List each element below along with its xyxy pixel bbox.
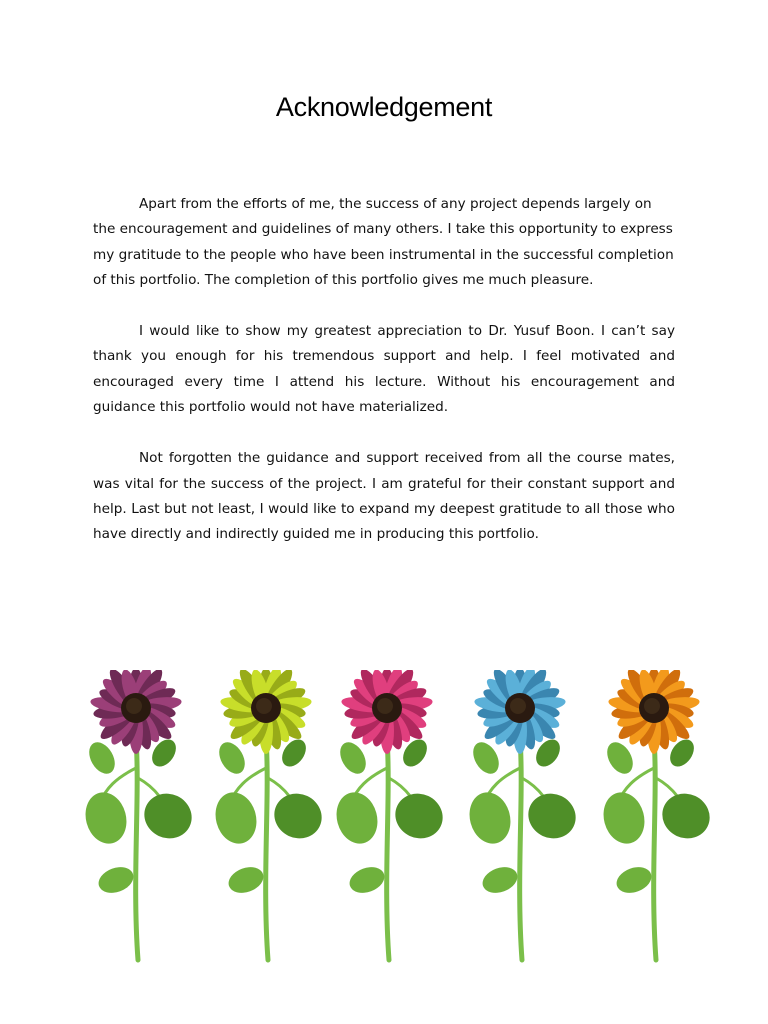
sunflowers-illustration xyxy=(80,670,710,965)
page-title: Acknowledgement xyxy=(275,92,493,122)
flower-center-highlight xyxy=(644,698,660,714)
leaf xyxy=(346,863,388,898)
stem xyxy=(387,738,389,960)
leaf xyxy=(388,786,450,846)
leaf xyxy=(95,863,137,898)
leaf xyxy=(479,863,521,898)
paragraph-3: Not forgotten the guidance and support received from all the course mates, was vital for the success of the project. I am grateful for their constant support and help. Last but not least, I would like to expand my deepest gratitude to all those who have directly and indirectly guided me in producing this portfolio. xyxy=(93,450,675,543)
leaf xyxy=(225,863,267,898)
stem xyxy=(520,738,522,960)
leaf xyxy=(80,788,132,849)
stem xyxy=(654,738,656,960)
sunflower-5 xyxy=(598,670,710,960)
leaf xyxy=(210,788,262,849)
sunflower-2 xyxy=(210,670,329,960)
flower-center-highlight xyxy=(126,698,142,714)
leaf xyxy=(137,786,199,846)
leaf xyxy=(598,788,650,849)
flower-center-highlight xyxy=(377,698,393,714)
flower-center-highlight xyxy=(510,698,526,714)
sunflowers-image xyxy=(80,670,710,965)
flower-center-highlight xyxy=(256,698,272,714)
sunflower-1 xyxy=(80,670,199,960)
stem xyxy=(266,738,268,960)
stem xyxy=(136,738,138,960)
sunflower-3 xyxy=(331,670,450,960)
leaf xyxy=(267,786,329,846)
paragraph-1: Apart from the efforts of me, the success of any project depends largely on the encouragement and guidelines of many others. I take this opportunity to express my gratitude to the people who have been instrumental in the successful completion of this portfolio. The completion of this portfolio gives me much pleasure. xyxy=(93,196,674,288)
leaf xyxy=(655,786,710,846)
leaf xyxy=(464,788,516,849)
paragraph-2: I would like to show my greatest appreciation to Dr. Yusuf Boon. I can’t say thank you enough for his tremendous support and help. I feel motivated and encouraged every time I attend his lecture. Without his encouragement and guidance this portfolio would not have materialized. xyxy=(93,323,675,416)
body-text xyxy=(93,192,675,574)
leaf xyxy=(331,788,383,849)
leaf xyxy=(521,786,583,846)
leaf xyxy=(613,863,655,898)
sunflower-4 xyxy=(464,670,583,960)
